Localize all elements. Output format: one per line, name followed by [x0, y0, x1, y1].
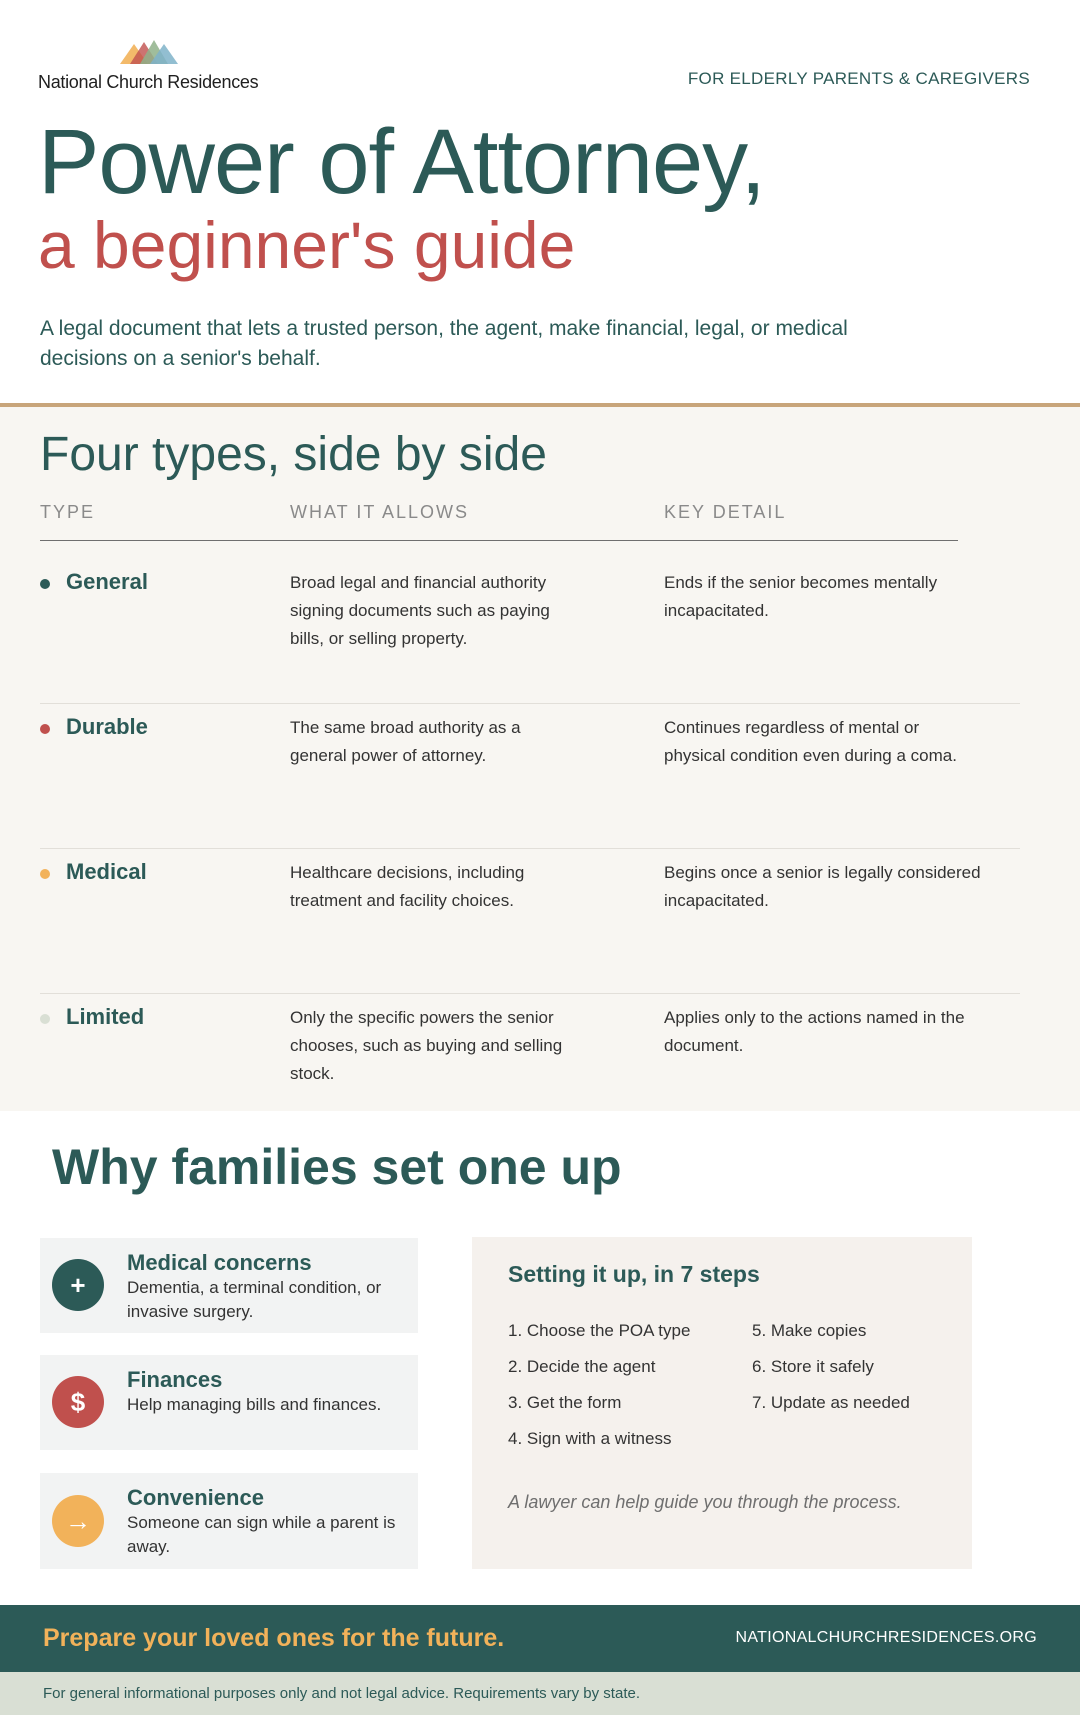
- bullet-dot: [40, 579, 50, 589]
- reason-desc: Dementia, a terminal condition, or invasive surgery.: [127, 1278, 382, 1321]
- step-item: 3. Get the form: [508, 1393, 622, 1412]
- reason-desc: Someone can sign while a parent is away.: [127, 1513, 396, 1556]
- type-detail: Applies only to the actions named in the document.: [664, 1008, 965, 1055]
- type-name: Durable: [66, 714, 148, 739]
- type-name: Medical: [66, 859, 147, 884]
- dollar-icon: $: [52, 1376, 104, 1428]
- header-divider: [40, 540, 958, 541]
- reason-desc: Help managing bills and finances.: [127, 1395, 382, 1414]
- step-item: 1. Choose the POA type: [508, 1321, 691, 1340]
- type-row-limited: [40, 994, 1020, 1139]
- type-detail: Continues regardless of mental or physical condition even during a coma.: [664, 718, 957, 765]
- step-item: 5. Make copies: [752, 1321, 867, 1340]
- type-row-general: [40, 559, 1020, 704]
- step-item: 4. Sign with a witness: [508, 1429, 672, 1448]
- steps-note: A lawyer can help guide you through the process.: [508, 1492, 902, 1512]
- steps-title: Setting it up, in 7 steps: [508, 1261, 760, 1287]
- type-row-durable: [40, 704, 1020, 849]
- reason-card-convenience: [40, 1473, 418, 1569]
- step-item: 7. Update as needed: [752, 1393, 910, 1412]
- why-heading: Why families set one up: [52, 1139, 622, 1195]
- steps-panel: [472, 1237, 972, 1569]
- column-header-detail: KEY DETAIL: [664, 502, 787, 522]
- type-allows: Broad legal and financial authority signing documents such as paying bills, or selling property.: [290, 573, 550, 648]
- type-detail: Ends if the senior becomes mentally incapacitated.: [664, 573, 938, 620]
- bullet-dot: [40, 869, 50, 879]
- logo-text: National Church Residences: [38, 72, 259, 92]
- step-item: 2. Decide the agent: [508, 1357, 656, 1376]
- type-row-medical: [40, 849, 1020, 994]
- type-name: Limited: [66, 1004, 145, 1029]
- disclaimer-text: For general informational purposes only and not legal advice. Requirements vary by state.: [43, 1685, 640, 1702]
- footer-banner: [0, 1605, 1080, 1672]
- type-allows: The same broad authority as a general power of attorney.: [290, 718, 521, 765]
- reason-title: Convenience: [127, 1485, 264, 1510]
- bullet-dot: [40, 724, 50, 734]
- call-to-action: Prepare your loved ones for the future.: [43, 1624, 505, 1652]
- bullet-dot: [40, 1014, 50, 1024]
- logo-mark-icon: [120, 38, 180, 68]
- column-header-allows: WHAT IT ALLOWS: [290, 502, 470, 522]
- type-allows: Only the specific powers the senior chooses, such as buying and selling stock.: [290, 1008, 563, 1083]
- type-name: General: [66, 569, 148, 594]
- step-item: 6. Store it safely: [752, 1357, 874, 1376]
- website-link[interactable]: NATIONALCHURCHRESIDENCES.ORG: [735, 1629, 1037, 1646]
- types-section: [0, 403, 1080, 1111]
- reason-card-finances: [40, 1355, 418, 1450]
- type-allows: Healthcare decisions, including treatment and facility choices.: [290, 863, 525, 910]
- header: [0, 0, 1080, 405]
- audience-label: FOR ELDERLY PARENTS & CAREGIVERS: [687, 69, 1030, 88]
- page-subtitle: a beginner's guide: [38, 208, 576, 282]
- column-header-type: TYPE: [40, 502, 96, 522]
- reason-card-medical: [40, 1238, 418, 1333]
- logo[interactable]: [38, 38, 278, 98]
- intro-text: A legal document that lets a trusted person, the agent, make financial, legal, or medical decisions on a senior's behalf.: [40, 317, 848, 370]
- reason-title: Medical concerns: [127, 1250, 312, 1275]
- type-detail: Begins once a senior is legally considered incapacitated.: [664, 863, 981, 910]
- plus-icon: +: [52, 1259, 104, 1311]
- types-heading: Four types, side by side: [40, 428, 547, 481]
- disclaimer-bar: [0, 1672, 1080, 1715]
- arrow-right-icon: →: [52, 1495, 104, 1547]
- page-title: Power of Attorney,: [38, 111, 765, 213]
- reason-title: Finances: [127, 1367, 223, 1392]
